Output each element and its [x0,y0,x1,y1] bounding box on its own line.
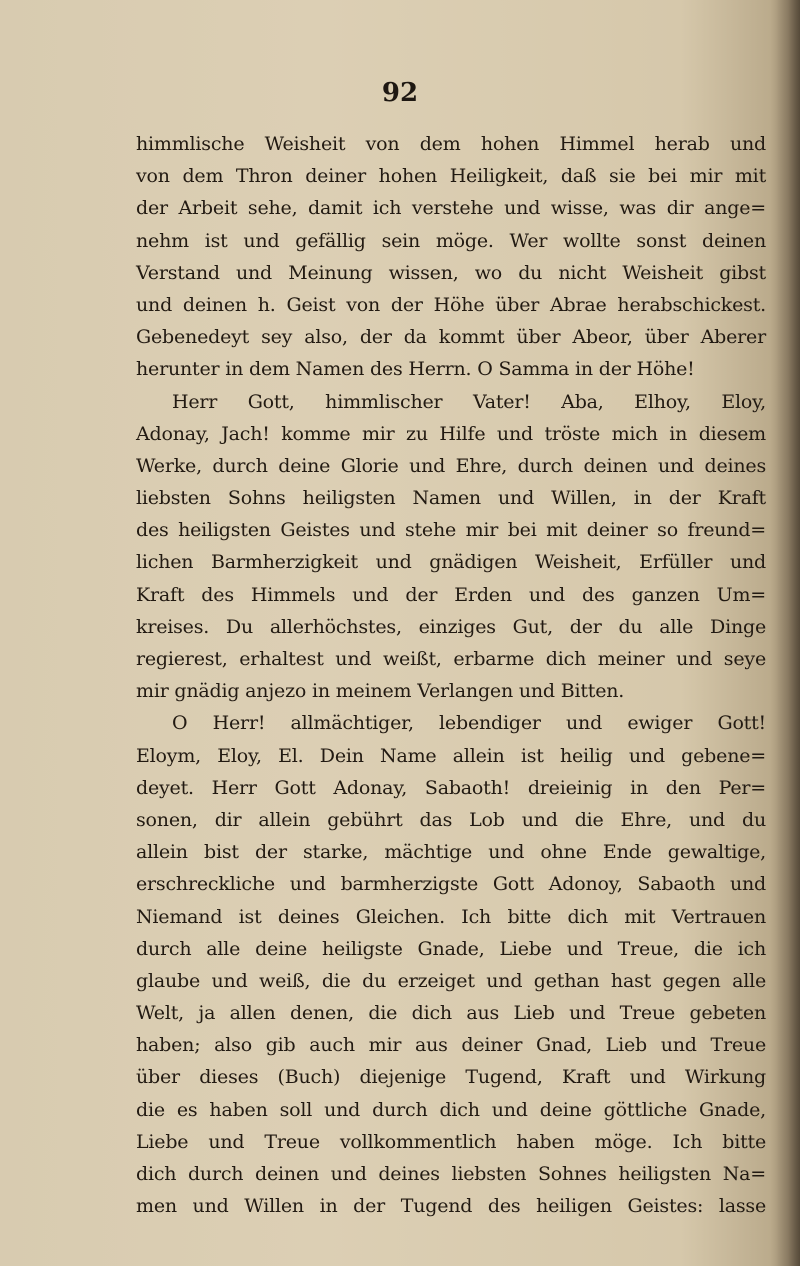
text-line: Adonay, Jach! komme mir zu Hilfe und tröste mich in diesem [136,422,766,445]
body-text [136,128,766,1222]
text-line: herunter in dem Namen des Herrn. O Samma in der Höhe! [136,358,695,381]
text-line: Welt, ja allen denen, die dich aus Lieb und Treue gebeten [136,1002,766,1025]
text-line: über dieses (Buch) diejenige Tugend, Kraft und Wirkung [136,1066,766,1089]
text-line: der Arbeit sehe, damit ich verstehe und wisse, was dir ange= [136,197,766,220]
text-line: dich durch deinen und deines liebsten Sohnes heiligsten Na= [136,1163,766,1185]
text-line: und deinen h. Geist von der Höhe über Abrae herabschickest. [136,293,766,316]
text-line: sonen, dir allein gebührt das Lob und die Ehre, und du [136,808,766,831]
spine-shadow [770,0,800,1266]
text-line: regierest, erhaltest und weißt, erbarme dich meiner und seye [136,648,766,670]
page-number: 92 [381,78,419,108]
text-line: Gebenedeyt sey also, der da kommt über Abeor, über Aberer [136,326,766,349]
text-line: erschreckliche und barmherzigste Gott Adonoy, Sabaoth und [136,873,766,896]
text-line: Werke, durch deine Glorie und Ehre, durch deinen und deines [136,454,766,477]
text-line: mir gnädig anjezo in meinem Verlangen und Bitten. [136,680,625,703]
text-line: des heiligsten Geistes und stehe mir bei mit deiner so freund= [136,519,766,542]
text-line: Herr Gott, himmlischer Vater! Aba, Elhoy, Eloy, [172,390,766,413]
text-line: Kraft des Himmels und der Erden und des ganzen Um= [136,583,766,606]
text-line: die es haben soll und durch dich und deine göttliche Gnade, [136,1098,766,1121]
text-line: Niemand ist deines Gleichen. Ich bitte dich mit Vertrauen [136,905,766,928]
text-line: himmlische Weisheit von dem hohen Himmel herab und [136,133,766,155]
text-line: liebsten Sohns heiligsten Namen und Willen, in der Kraft [136,487,766,510]
text-line: Liebe und Treue vollkommentlich haben möge. Ich bitte [136,1130,766,1153]
text-line: nehm ist und gefällig sein möge. Wer wollte sonst deinen [136,229,766,252]
text-line: glaube und weiß, die du erzeiget und gethan hast gegen alle [136,969,766,992]
text-line: Eloym, Eloy, El. Dein Name allein ist heilig und gebene= [136,744,766,767]
text-line: von dem Thron deiner hohen Heiligkeit, daß sie bei mir mit [136,165,766,188]
text-line: durch alle deine heiligste Gnade, Liebe und Treue, die ich [136,937,766,960]
text-line: deyet. Herr Gott Adonay, Sabaoth! dreieinig in den Per= [136,776,766,799]
text-line: men und Willen in der Tugend des heiligen Geistes: lasse [136,1195,766,1218]
text-line: allein bist der starke, mächtige und ohne Ende gewaltige, [136,841,766,864]
text-line: kreises. Du allerhöchstes, einziges Gut, der du alle Dinge [136,615,766,638]
text-line: Verstand und Meinung wissen, wo du nicht Weisheit gibst [136,261,766,284]
text-line: O Herr! allmächtiger, lebendiger und ewiger Gott! [172,712,766,735]
text-line: haben; also gib auch mir aus deiner Gnad, Lieb und Treue [136,1034,766,1057]
text-line: lichen Barmherzigkeit und gnädigen Weisheit, Erfüller und [136,551,766,574]
